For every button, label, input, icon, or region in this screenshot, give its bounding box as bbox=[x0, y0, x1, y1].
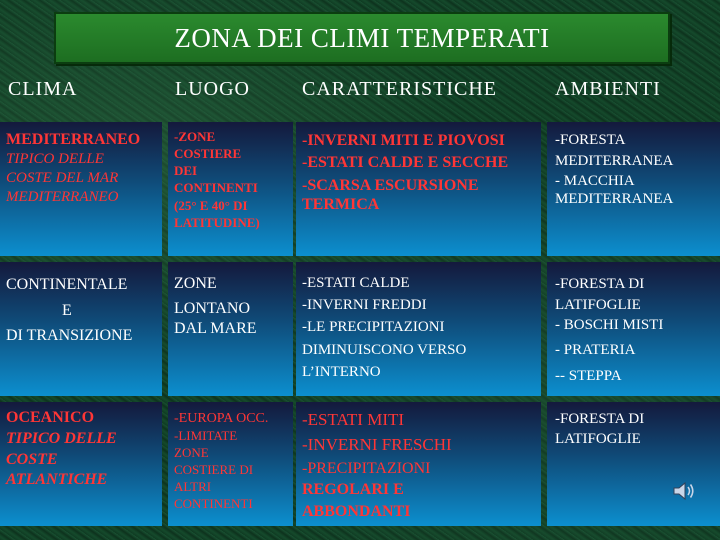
cell-clima-oceanico bbox=[0, 402, 162, 526]
page-title: ZONA DEI CLIMI TEMPERATI bbox=[174, 22, 550, 53]
clima-desc: TIPICO DELLE bbox=[6, 429, 117, 447]
ambienti-line: - BOSCHI MISTI bbox=[555, 316, 664, 333]
header-ambienti: AMBIENTI bbox=[555, 78, 661, 100]
cell-caratteristiche-continentale bbox=[296, 262, 541, 396]
clima-name: CONTINENTALE bbox=[6, 276, 128, 293]
ambienti-line: MEDITERRANEA bbox=[555, 152, 674, 169]
luogo-line: LATITUDINE) bbox=[174, 214, 260, 230]
clima-desc: E bbox=[62, 301, 72, 319]
caratteristiche-line: REGOLARI E bbox=[302, 481, 404, 499]
ambienti-line: -FORESTA DI bbox=[555, 411, 645, 427]
clima-desc: DI TRANSIZIONE bbox=[6, 327, 133, 345]
clima-name: MEDITERRANEO bbox=[6, 131, 141, 148]
luogo-line: -LIMITATE bbox=[174, 428, 238, 444]
cell-ambienti-oceanico bbox=[547, 402, 720, 526]
clima-desc: COSTE DEL MAR bbox=[6, 169, 119, 186]
cell-luogo-mediterraneo bbox=[168, 122, 293, 256]
ambienti-line: -FORESTA DI bbox=[555, 276, 645, 292]
clima-desc: ATLANTICHE bbox=[6, 471, 108, 489]
cell-ambienti-mediterraneo bbox=[547, 122, 720, 256]
caratteristiche-line: -PRECIPITAZIONI bbox=[302, 460, 431, 478]
caratteristiche-line: -INVERNI FREDDI bbox=[302, 297, 427, 314]
clima-desc: COSTE bbox=[6, 450, 58, 468]
luogo-line: (25° E 40° DI bbox=[174, 197, 248, 213]
ambienti-line: LATIFOGLIE bbox=[555, 296, 641, 313]
cell-luogo-continentale bbox=[168, 262, 293, 396]
cell-ambienti-continentale bbox=[547, 262, 720, 396]
luogo-line: DEI bbox=[174, 163, 198, 179]
caratteristiche-line: DIMINUISCONO VERSO bbox=[302, 341, 467, 358]
luogo-line: CONTINENTI bbox=[174, 495, 253, 511]
ambienti-line: MEDITERRANEA bbox=[555, 191, 674, 208]
luogo-line: -EUROPA OCC. bbox=[174, 411, 269, 426]
luogo-line: LONTANO bbox=[174, 299, 251, 317]
ambienti-line: LATIFOGLIE bbox=[555, 430, 641, 447]
luogo-line: ZONE bbox=[174, 275, 217, 292]
ambienti-line: - PRATERIA bbox=[555, 342, 636, 358]
caratteristiche-line: L’INTERNO bbox=[302, 363, 381, 380]
cell-caratteristiche-mediterraneo bbox=[296, 122, 541, 256]
luogo-line: DAL MARE bbox=[174, 319, 257, 337]
luogo-line: ALTRI bbox=[174, 478, 212, 494]
luogo-line: COSTIERE DI bbox=[174, 461, 254, 477]
luogo-line: COSTIERE bbox=[174, 146, 242, 162]
caratteristiche-line: -INVERNI FRESCHI bbox=[302, 434, 452, 454]
ambienti-line: -FORESTA bbox=[555, 132, 626, 148]
title-box bbox=[54, 12, 670, 64]
luogo-line: -ZONE bbox=[174, 129, 216, 144]
clima-desc: MEDITERRANEO bbox=[6, 188, 119, 205]
caratteristiche-line: TERMICA bbox=[302, 196, 380, 214]
cell-clima-continentale bbox=[0, 262, 162, 396]
luogo-line: CONTINENTI bbox=[174, 180, 258, 196]
clima-name: OCEANICO bbox=[6, 409, 95, 426]
speaker-icon[interactable] bbox=[672, 480, 696, 502]
caratteristiche-line: -ESTATI CALDE bbox=[302, 275, 410, 291]
header-luogo: LUOGO bbox=[175, 78, 250, 100]
caratteristiche-line: ABBONDANTI bbox=[302, 502, 411, 520]
luogo-line: ZONE bbox=[174, 445, 209, 461]
caratteristiche-line: -ESTATI CALDE E SECCHE bbox=[302, 154, 509, 172]
clima-desc: TIPICO DELLE bbox=[6, 151, 104, 167]
header-clima: CLIMA bbox=[8, 78, 78, 100]
cell-caratteristiche-oceanico bbox=[296, 402, 541, 526]
cell-luogo-oceanico bbox=[168, 402, 293, 526]
ambienti-line: -- STEPPA bbox=[555, 367, 622, 384]
ambienti-line: - MACCHIA bbox=[555, 173, 635, 190]
header-caratteristiche: CARATTERISTICHE bbox=[302, 78, 497, 100]
caratteristiche-line: -INVERNI MITI E PIOVOSI bbox=[302, 132, 505, 149]
caratteristiche-line: -ESTATI MITI bbox=[302, 410, 405, 429]
cell-clima-mediterraneo bbox=[0, 122, 162, 256]
caratteristiche-line: -SCARSA ESCURSIONE bbox=[302, 176, 479, 194]
caratteristiche-line: -LE PRECIPITAZIONI bbox=[302, 319, 445, 336]
